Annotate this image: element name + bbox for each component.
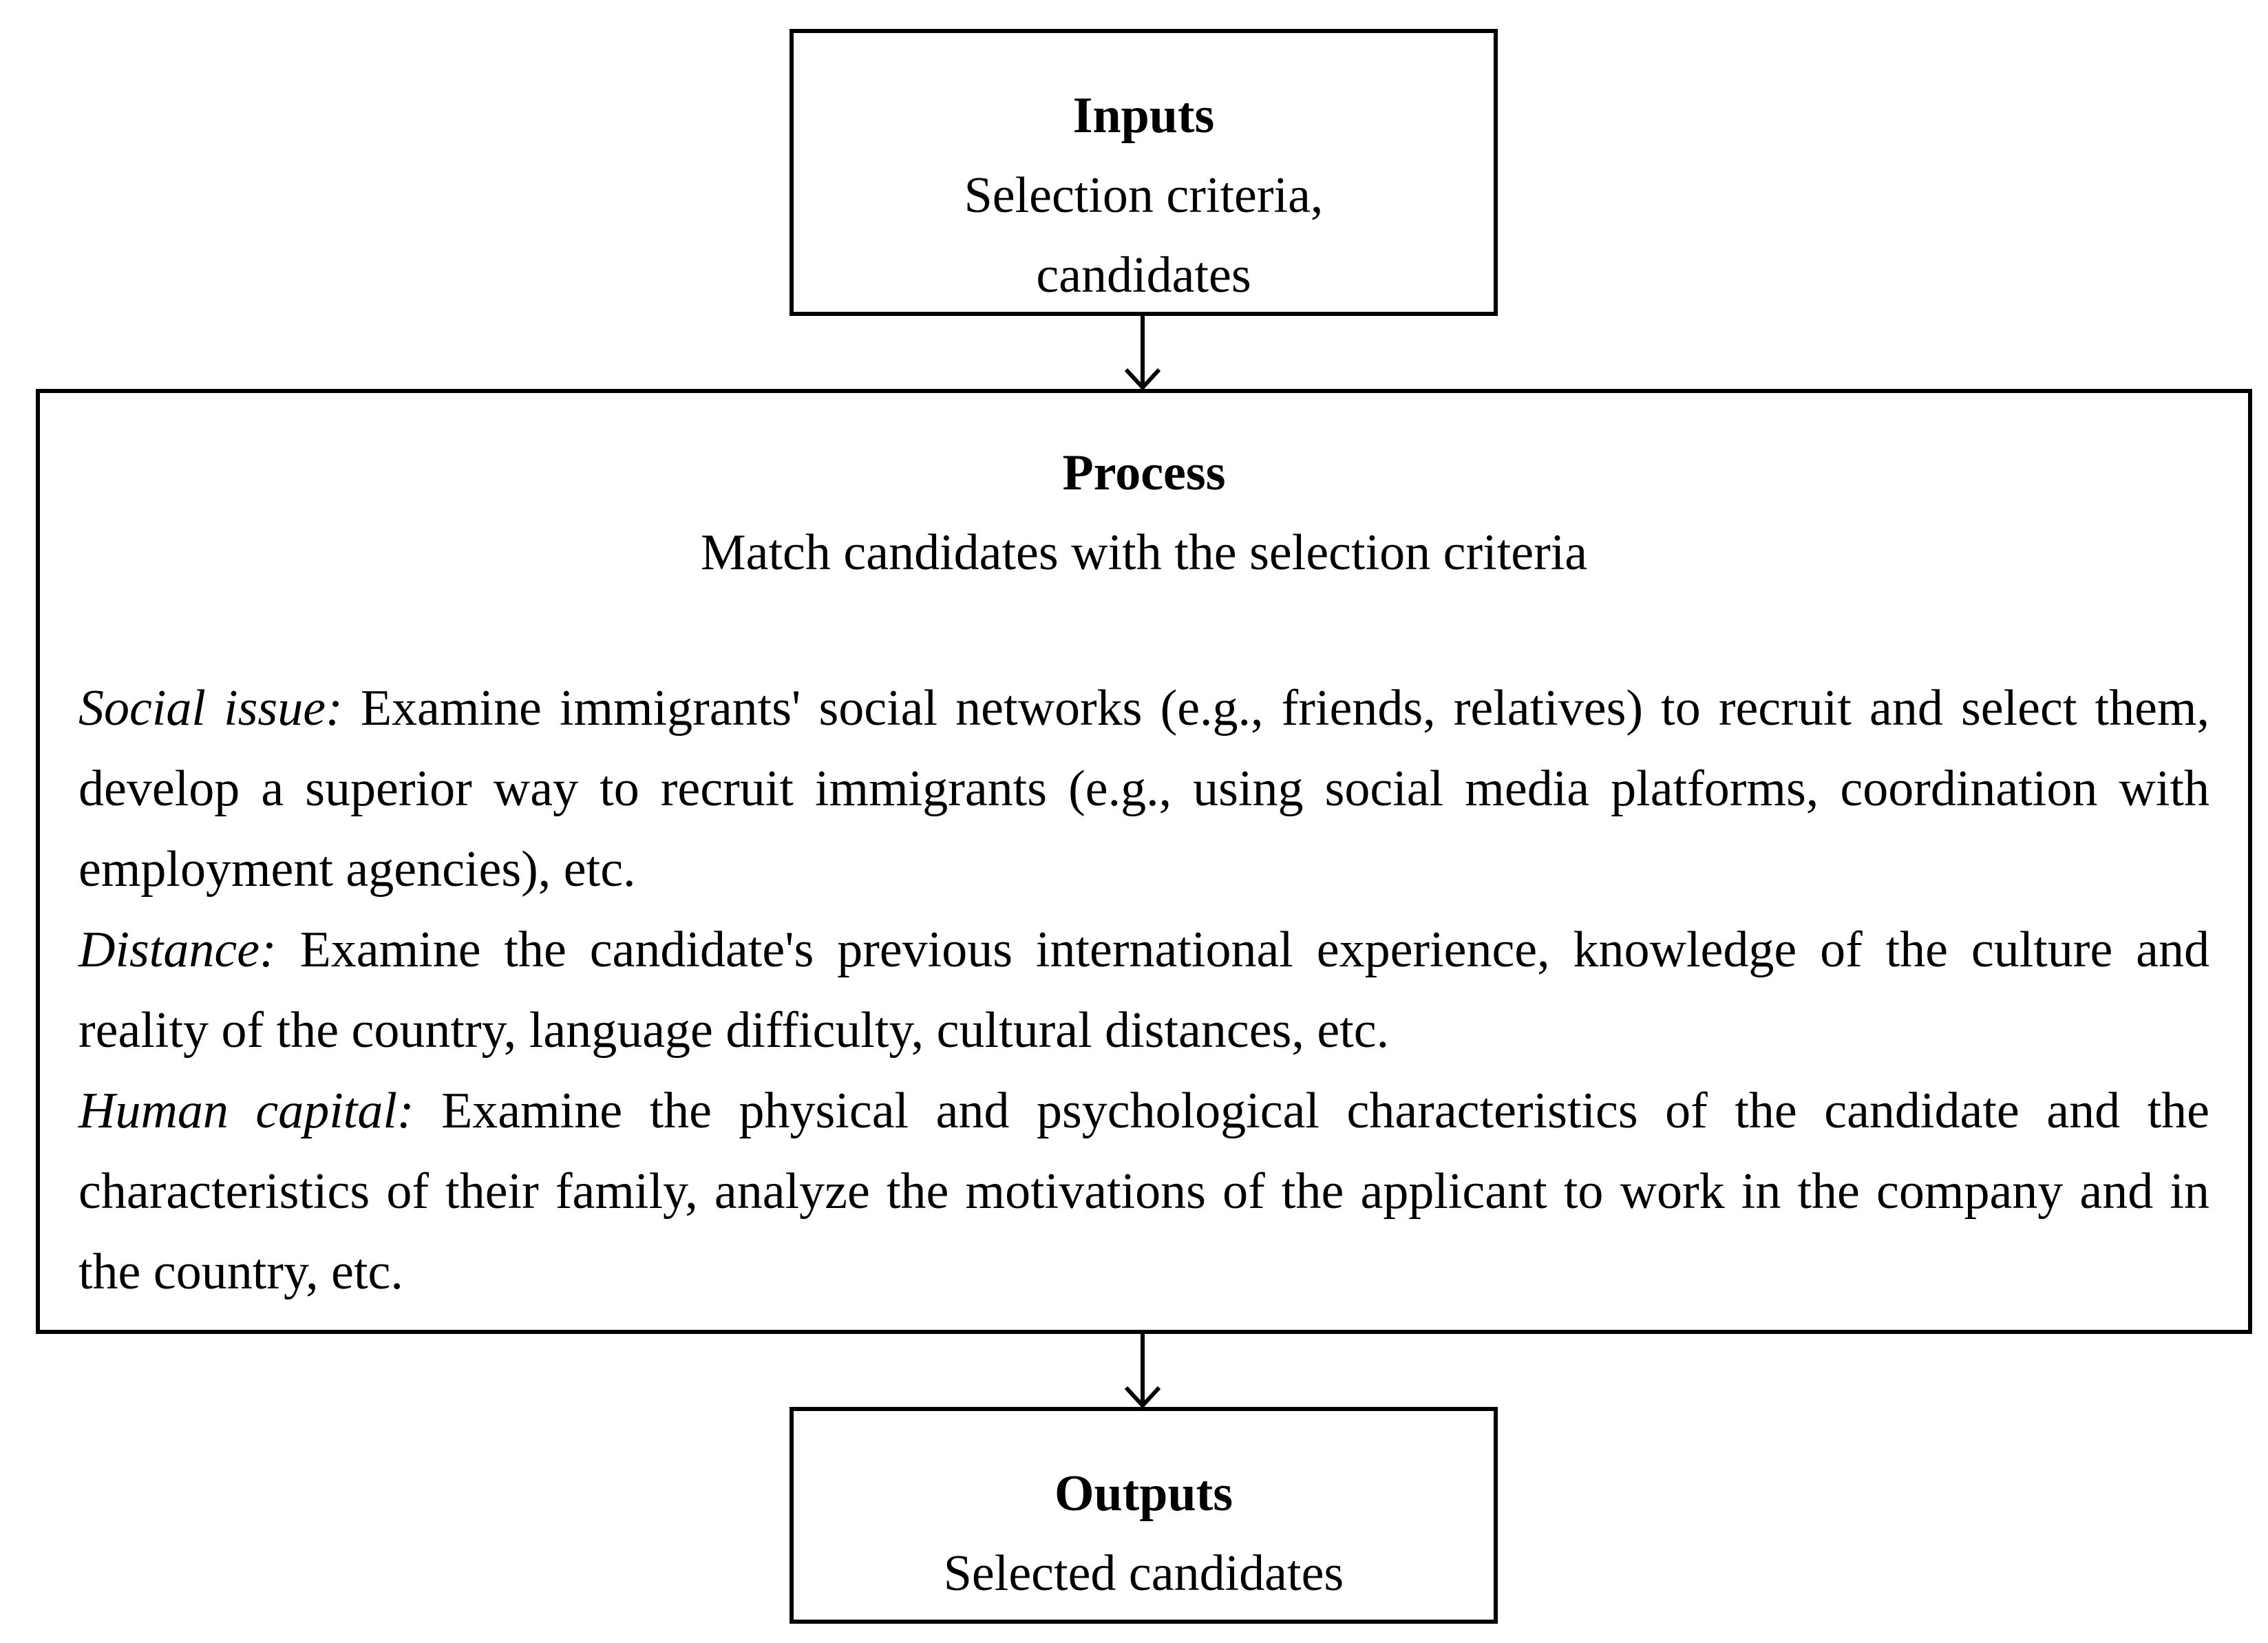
issue-distance-label: Distance: [78, 922, 277, 978]
outputs-line-1: Selected candidates [943, 1545, 1344, 1602]
inputs-box [789, 29, 1498, 316]
issue-social-label: Social issue: [78, 680, 343, 736]
process-issues [78, 668, 2209, 1313]
issue-human-capital-text: Examine the physical and psychological characteristics of the candidate and the characteristics of their family, analyze the motivations of the applicant to work in the company and in the country, etc. [78, 1083, 2210, 1300]
outputs-title: Outputs [1054, 1465, 1233, 1522]
inputs-line-1: Selection criteria, [964, 167, 1324, 224]
issue-human-capital-label: Human capital: [78, 1083, 414, 1139]
issue-social-text: Examine immigrants' social networks (e.g., friends, relatives) to recruit and select them, develop a superior way to recruit immigrants (e.g., using social media platforms, coordination with employment agencies), etc. [78, 680, 2209, 898]
process-subtitle: Match candidates with the selection criteria [700, 524, 1588, 581]
inputs-line-2: candidates [1036, 247, 1251, 304]
process-title: Process [1062, 445, 1226, 501]
issue-distance-text: Examine the candidate's previous international experience, knowledge of the culture and reality of the country, language difficulty, cultural distances, etc. [78, 922, 2209, 1059]
outputs-box [789, 1407, 1498, 1624]
arrow-inputs-to-process [1115, 316, 1170, 390]
inputs-title: Inputs [1072, 87, 1215, 144]
arrow-process-to-outputs [1115, 1334, 1170, 1408]
issue-distance [78, 910, 2209, 1071]
issue-human-capital [78, 1071, 2209, 1313]
issue-social [78, 668, 2209, 910]
process-box [36, 389, 2252, 1334]
